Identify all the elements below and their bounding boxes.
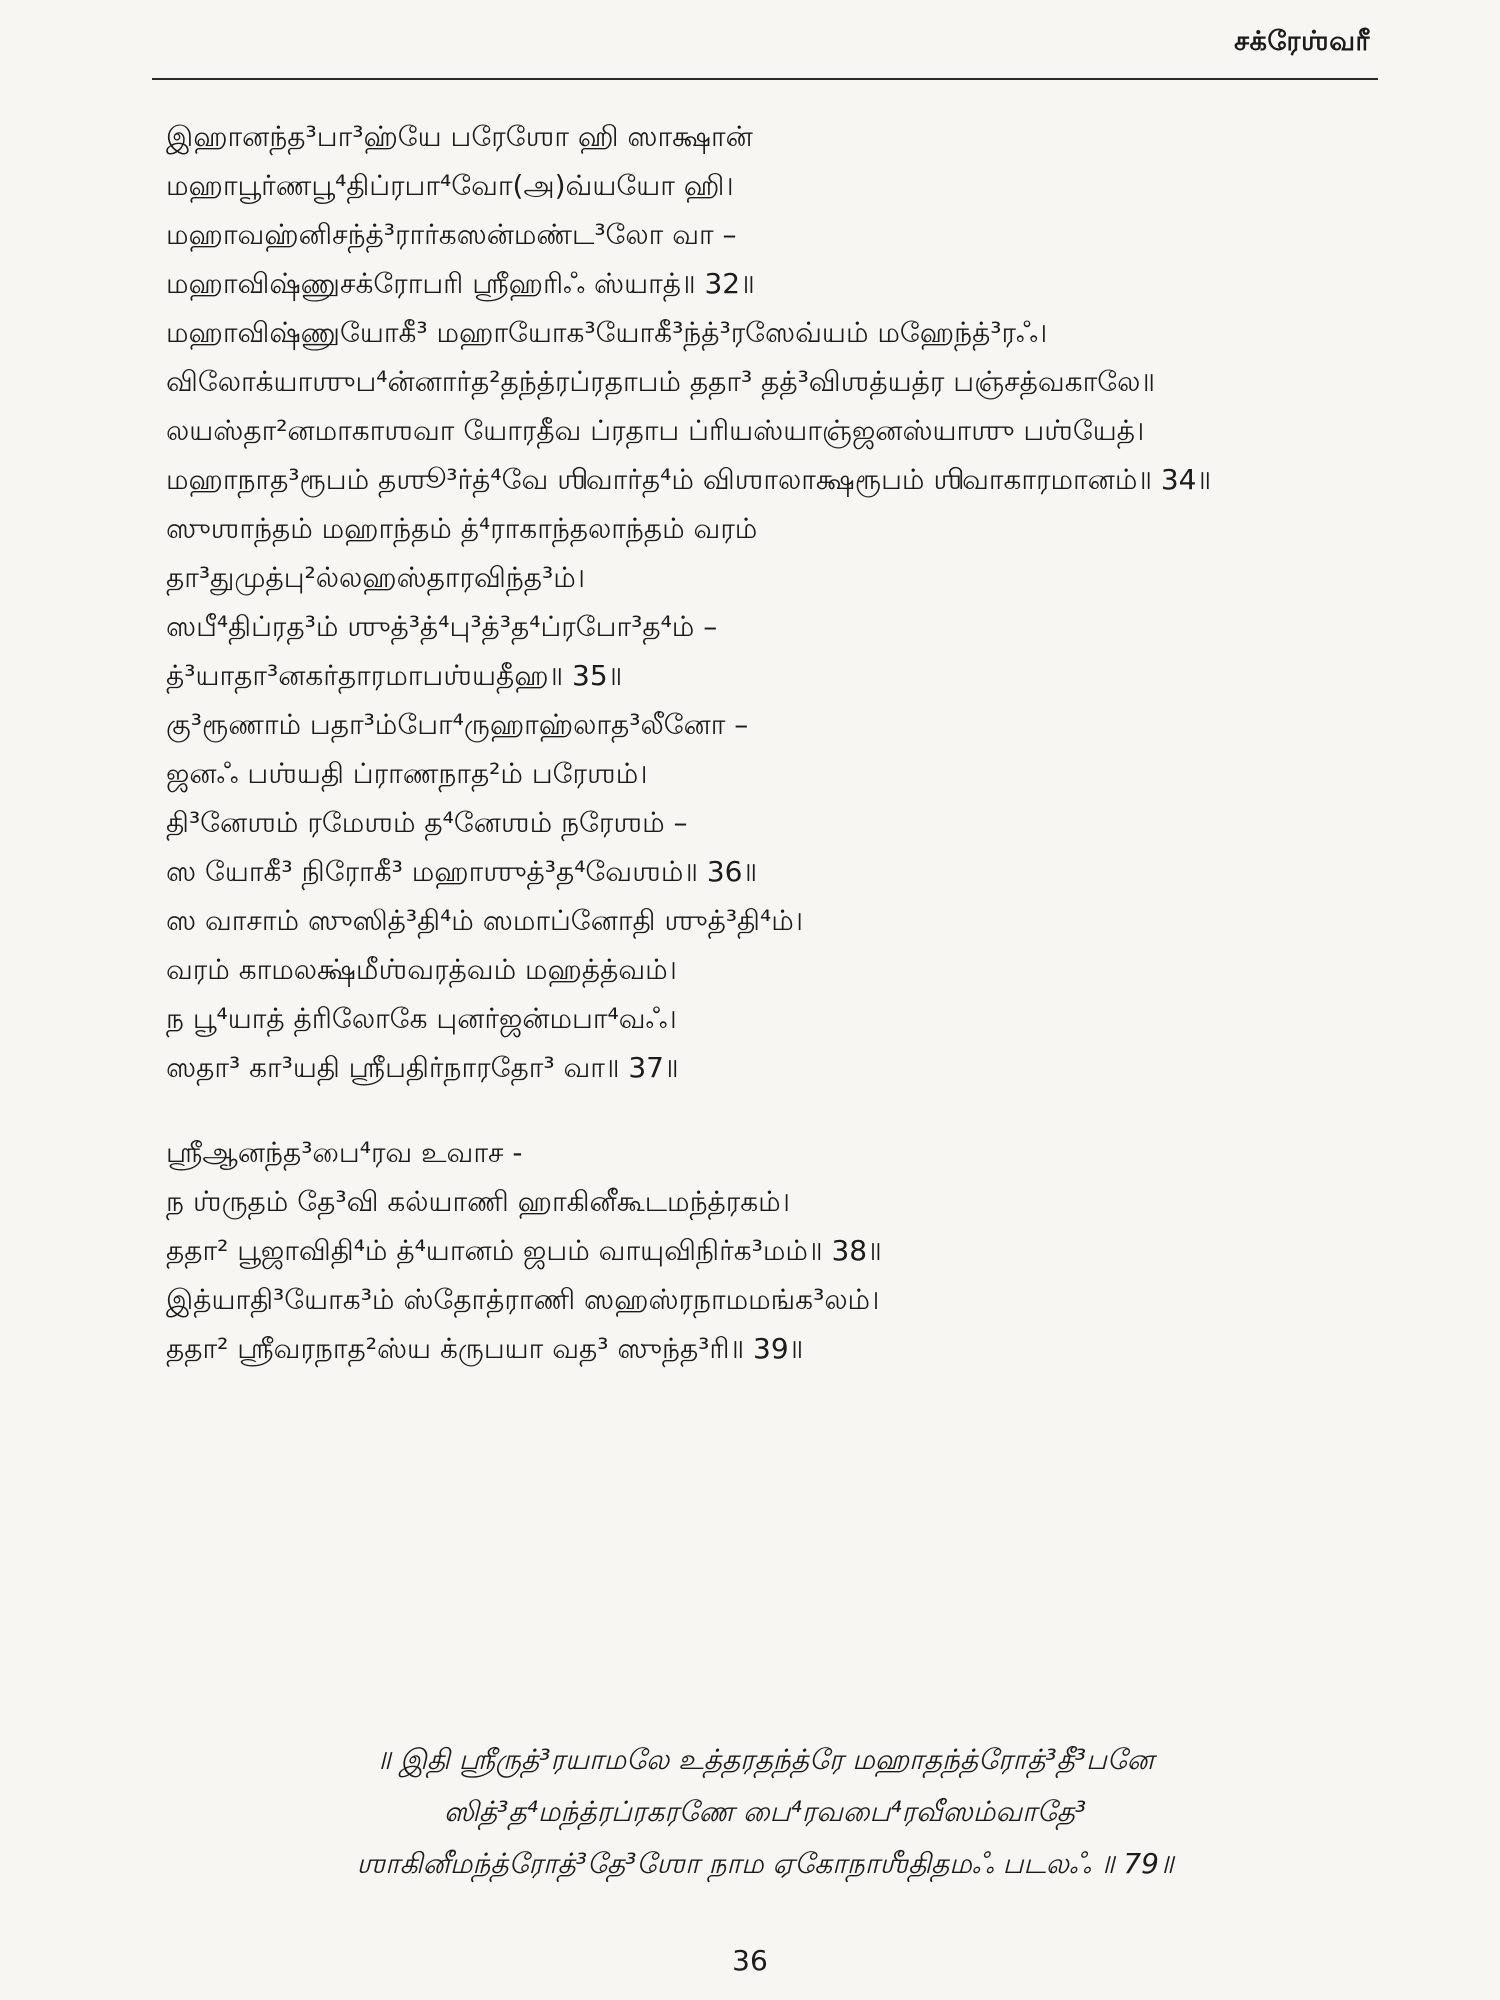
verse-line: ததா² ஶ்ரீவரநாத²ஸ்ய க்ருபயா வத³ ஸுந்த³ரி॥ 39॥ — [166, 1332, 804, 1365]
page-number: 36 — [732, 1944, 768, 1977]
verse-line: ந ஶ்ருதம் தே³வி கல்யாணி ஹாகினீகூடமந்த்ரகம்। — [166, 1185, 790, 1218]
verse-line: மஹாபூர்ணபூ⁴திப்ரபா⁴வோ(அ)வ்யயோ ஹி। — [166, 169, 734, 202]
header-divider — [152, 78, 1378, 80]
section-spacer — [166, 1092, 1396, 1128]
verse-line: இத்யாதி³யோக³ம் ஸ்தோத்ராணி ஸஹஸ்ரநாமமங்க³லம்। — [166, 1283, 880, 1316]
verse-line: ஸ யோகீ³ நிரோகீ³ மஹாஶுத்³த⁴வேஶம்॥ 36॥ — [166, 855, 758, 888]
verse-line: ஸதா³ கா³யதி ஶ்ரீபதிர்நாரதோ³ வா॥ 37॥ — [166, 1051, 679, 1084]
verse-line: ந பூ⁴யாத் த்ரிலோகே புனர்ஜன்மபா⁴வஃ। — [166, 1002, 677, 1035]
verse-line: விலோக்யாஶுப⁴ன்னார்த²தந்த்ரப்ரதாபம் ததா³ தத்³விஶத்யத்ர பஞ்சத்வகாலே॥ — [166, 365, 1155, 398]
verse-line: மஹாநாத³ரூபம் தஶூ³ர்த்⁴வே ஶிவார்த⁴ம் விஶாலாக்ஷரூபம் ஶிவாகாரமானம்॥ 34॥ — [166, 463, 1212, 496]
verse-line: ஸபீ⁴திப்ரத³ம் ஶுத்³த்⁴பு³த்³த⁴ப்ரபோ³த⁴ம் – — [166, 610, 718, 643]
verse-line: ஸுஶாந்தம் மஹாந்தம் த்⁴ராகாந்தலாந்தம் வரம் — [166, 512, 758, 545]
verse-line: இஹானந்த³பா³ஹ்யே பரேஶோ ஹி ஸாக்ஷான் — [166, 120, 753, 153]
verse-line: தா³துமுத்பு²ல்லஹஸ்தாரவிந்த³ம்। — [166, 561, 586, 594]
verse-line: தி³னேஶம் ரமேஶம் த⁴னேஶம் நரேஶம் – — [166, 806, 688, 839]
chapter-colophon — [150, 1734, 1380, 1890]
verse-line: வரம் காமலக்ஷ்மீஶ்வரத்வம் மஹத்த்வம்। — [166, 953, 677, 986]
running-header-title: சக்ரேஶ்வரீ — [1234, 26, 1370, 57]
colophon-line: ஶாகினீமந்த்ரோத்³தே³ஶோ நாம ஏகோநாஶீதிதமஃ படலஃ ॥ 79॥ — [356, 1847, 1174, 1880]
verse-line: கு³ரூணாம் பதா³ம்போ⁴ருஹாஹ்லாத³லீனோ – — [166, 708, 749, 741]
verse-line: ததா² பூஜாவிதி⁴ம் த்⁴யானம் ஜபம் வாயுவிநிர்க³மம்॥ 38॥ — [166, 1234, 882, 1267]
verse-line: மஹாவஹ்னிசந்த்³ரார்கஸன்மண்ட³லோ வா – — [166, 218, 737, 251]
verse-line: லயஸ்தா²னமாகாஶவா யோரதீவ ப்ரதாப ப்ரியஸ்யாஞ்ஜனஸ்யாஶு பஶ்யேத்। — [166, 414, 1145, 447]
verse-line: ஶ்ரீஆனந்த³பை⁴ரவ உவாச - — [166, 1136, 523, 1169]
colophon-line: ஸித்³த⁴மந்த்ரப்ரகரணே பை⁴ரவபை⁴ரவீஸம்வாதே³ — [443, 1795, 1087, 1828]
verse-line: ஜனஃ பஶ்யதி ப்ராணநாத²ம் பரேஶம்। — [166, 757, 648, 790]
verse-line: மஹாவிஷ்ணுசக்ரோபரி ஶ்ரீஹரிஃ ஸ்யாத்॥ 32॥ — [166, 267, 755, 300]
verse-line: மஹாவிஷ்ணுயோகீ³ மஹாயோக³யோகீ³ந்த்³ரஸேவ்யம் மஹேந்த்³ரஃ। — [166, 316, 1048, 349]
verse-block — [166, 112, 1396, 1373]
verse-line: ஸ வாசாம் ஸுஸித்³தி⁴ம் ஸமாப்னோதி ஶுத்³தி⁴ம்। — [166, 904, 803, 937]
verse-line: த்³யாதா³னகர்தாரமாபஶ்யதீஹ॥ 35॥ — [166, 659, 623, 692]
colophon-line: ॥ இதி ஶ்ரீருத்³ரயாமலே உத்தரதந்த்ரே மஹாதந்த்ரோத்³தீ³பனே — [376, 1743, 1154, 1776]
